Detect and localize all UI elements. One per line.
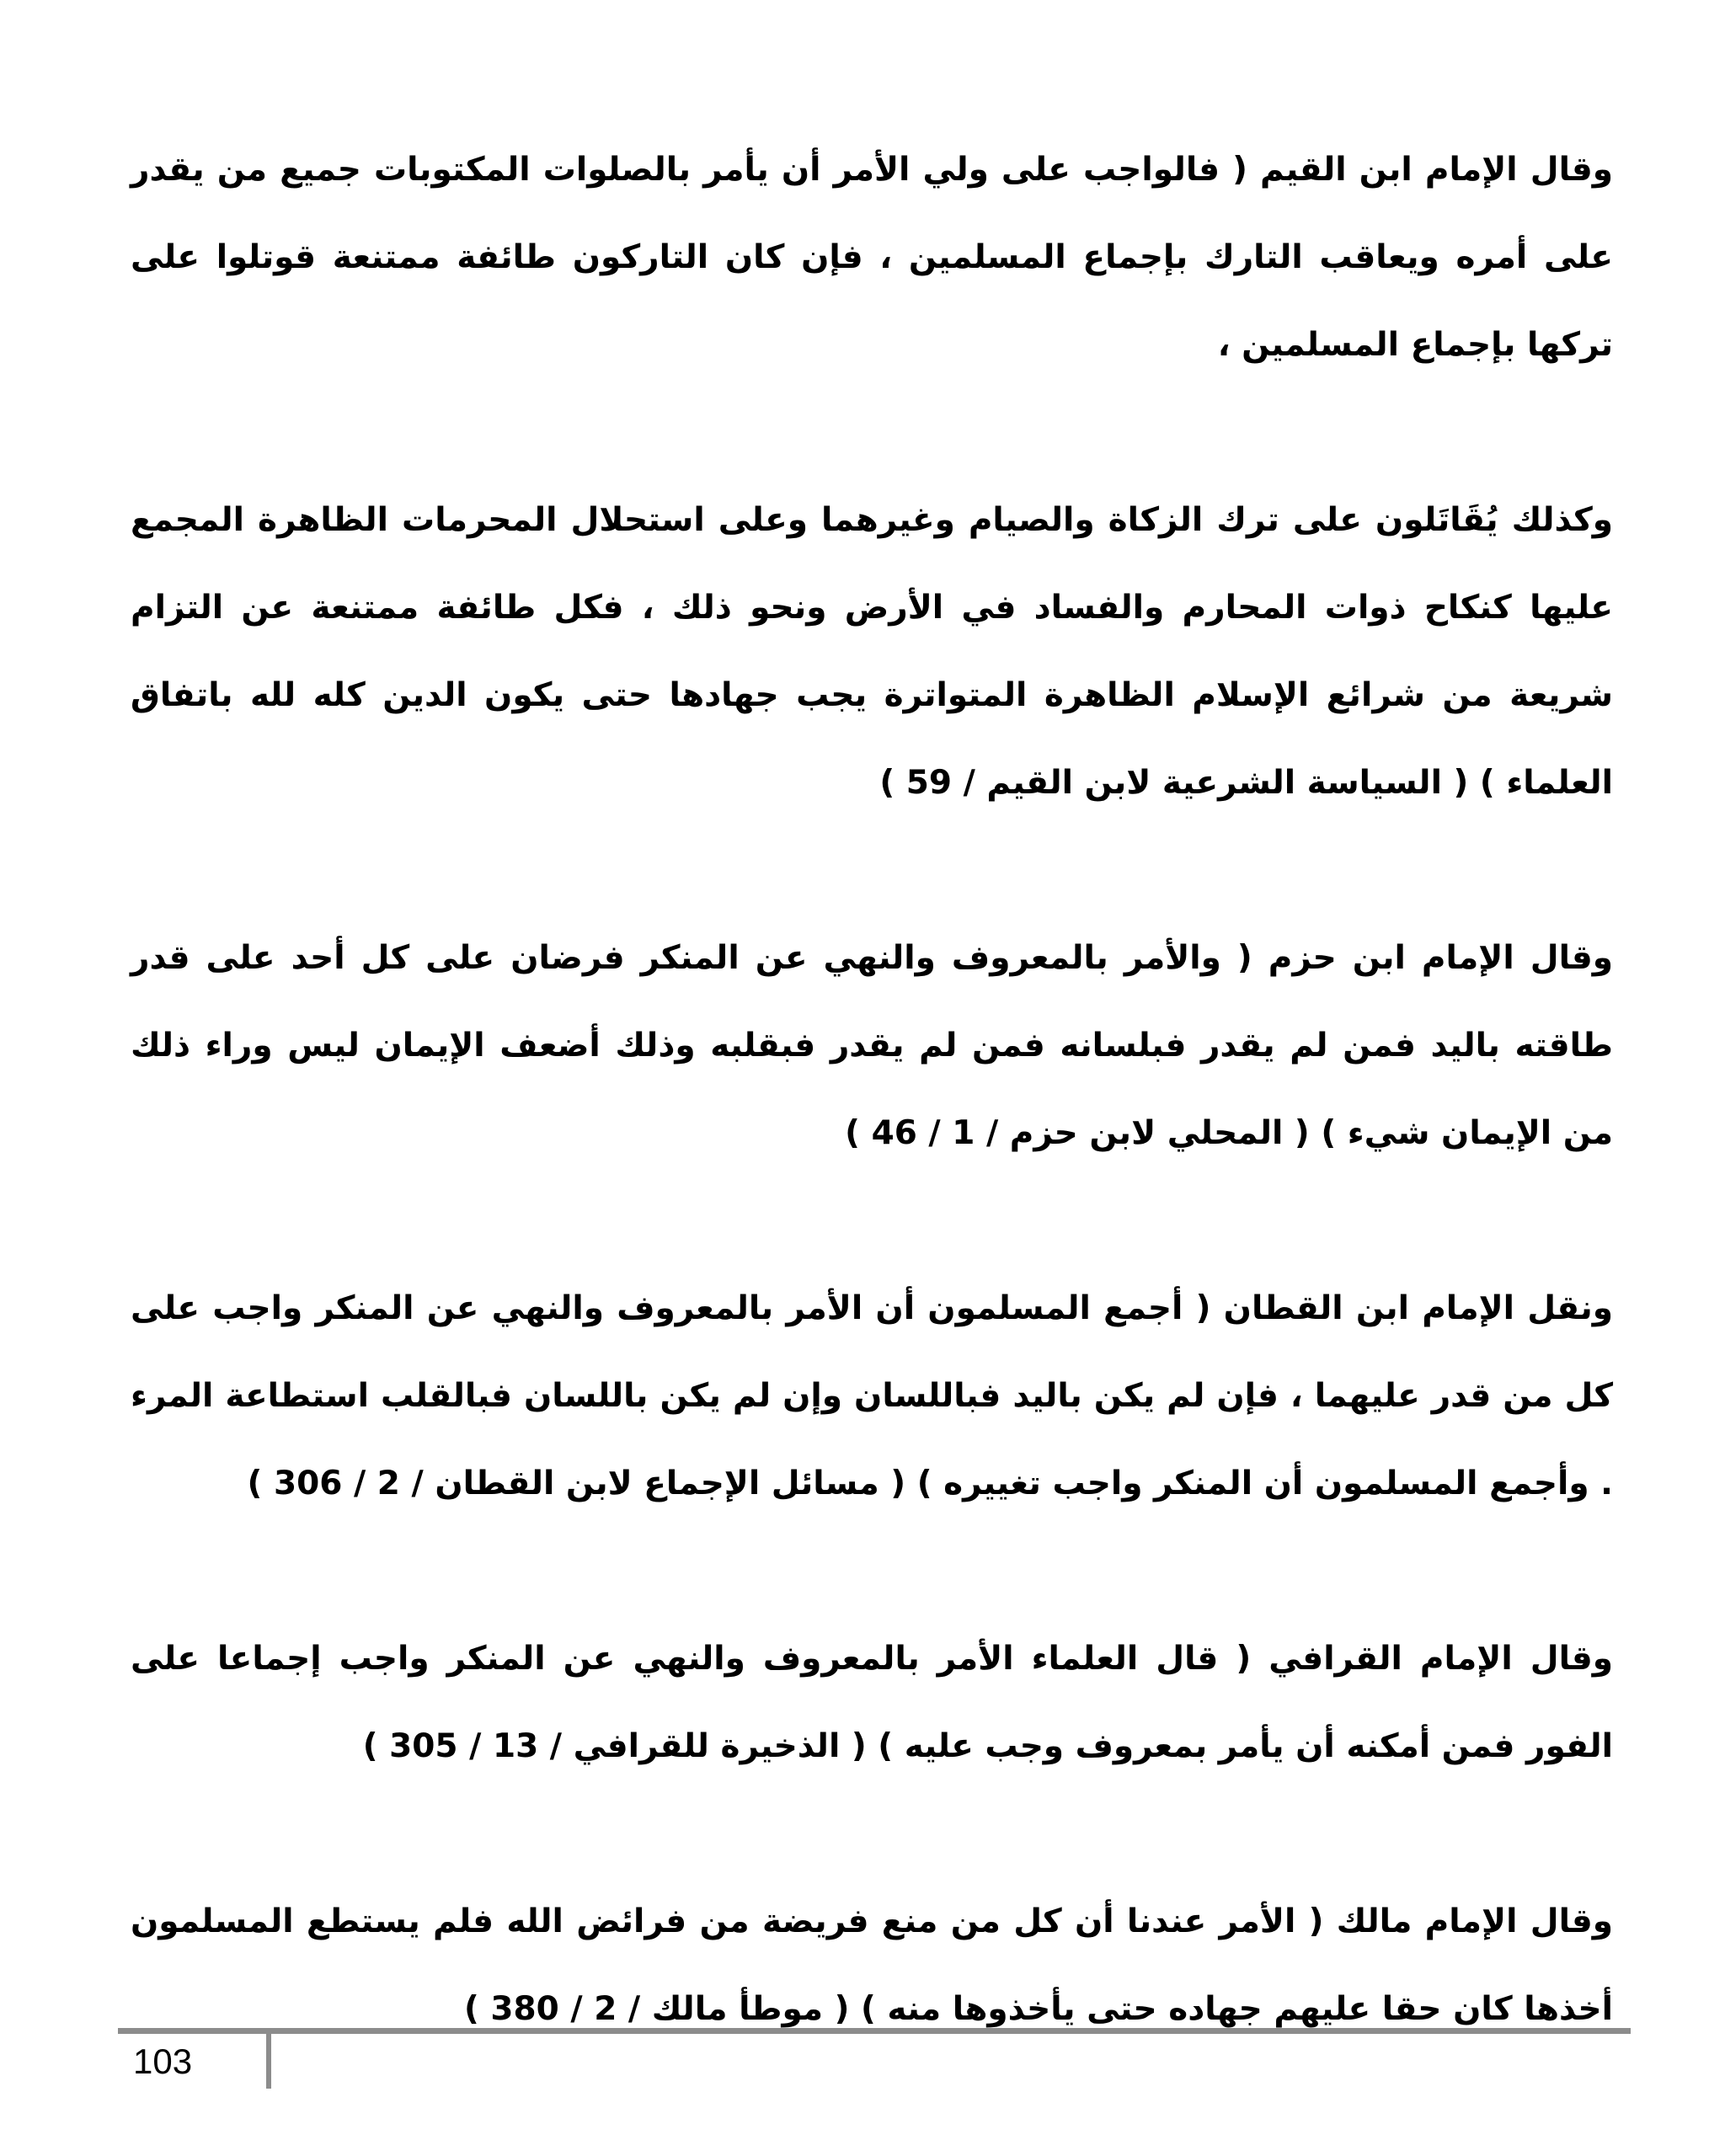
paragraph-ibn-hazm: وقال الإمام ابن حزم ( والأمر بالمعروف والنهي عن المنكر فرضان على كل أحد على قدر طاقته باليد فمن لم يقدر فبلسانه فمن لم يقدر فبقلبه وذلك أضعف الإيمان ليس وراء ذلك من الإيمان شيء ) ( المحلي لابن حزم / 1 / 46 ) <box>131 939 1613 1152</box>
paragraph-ibn-qayyim-zakat: وكذلك يُقَاتَلون على ترك الزكاة والصيام وغيرهما وعلى استحلال المحرمات الظاهرة المجمع عليها كنكاح ذوات المحارم والفساد في الأرض ونحو ذلك ، فكل طائفة ممتنعة عن التزام شريعة من شرائع الإسلام الظاهرة المتواترة يجب جهادها حتى يكون الدين كله لله باتفاق العلماء ) ( السياسة الشرعية لابن القيم / 59 ) <box>131 501 1613 802</box>
footer-divider-tick <box>266 2028 271 2089</box>
page-number: 103 <box>133 2041 193 2081</box>
footer-divider <box>118 2028 1631 2034</box>
page-body <box>131 126 1613 2053</box>
paragraph-al-qarafi: وقال الإمام القرافي ( قال العلماء الأمر بالمعروف والنهي عن المنكر واجب إجماعا على الفور فمن أمكنه أن يأمر بمعروف وجب عليه ) ( الذخيرة للقرافي / 13 / 305 ) <box>131 1640 1613 1765</box>
paragraph-malik: وقال الإمام مالك ( الأمر عندنا أن كل من منع فريضة من فرائض الله فلم يستطع المسلمون أخذها كان حقا عليهم جهاده حتى يأخذوها منه ) ( موطأ مالك / 2 / 380 ) <box>131 1903 1613 2028</box>
paragraph-ibn-qayyim-prayer: وقال الإمام ابن القيم ( فالواجب على ولي الأمر أن يأمر بالصلوات المكتوبات جميع من يقدر على أمره ويعاقب التارك بإجماع المسلمين ، فإن كان التاركون طائفة ممتنعة قوتلوا على تركها بإجماع المسلمين ، <box>131 151 1613 364</box>
paragraph-ibn-al-qattan: ونقل الإمام ابن القطان ( أجمع المسلمون أن الأمر بالمعروف والنهي عن المنكر واجب على كل من قدر عليهما ، فإن لم يكن باليد فباللسان وإن لم يكن باللسان فبالقلب استطاعة المرء . وأجمع المسلمون أن المنكر واجب تغييره ) ( مسائل الإجماع لابن القطان / 2 / 306 ) <box>131 1289 1613 1502</box>
